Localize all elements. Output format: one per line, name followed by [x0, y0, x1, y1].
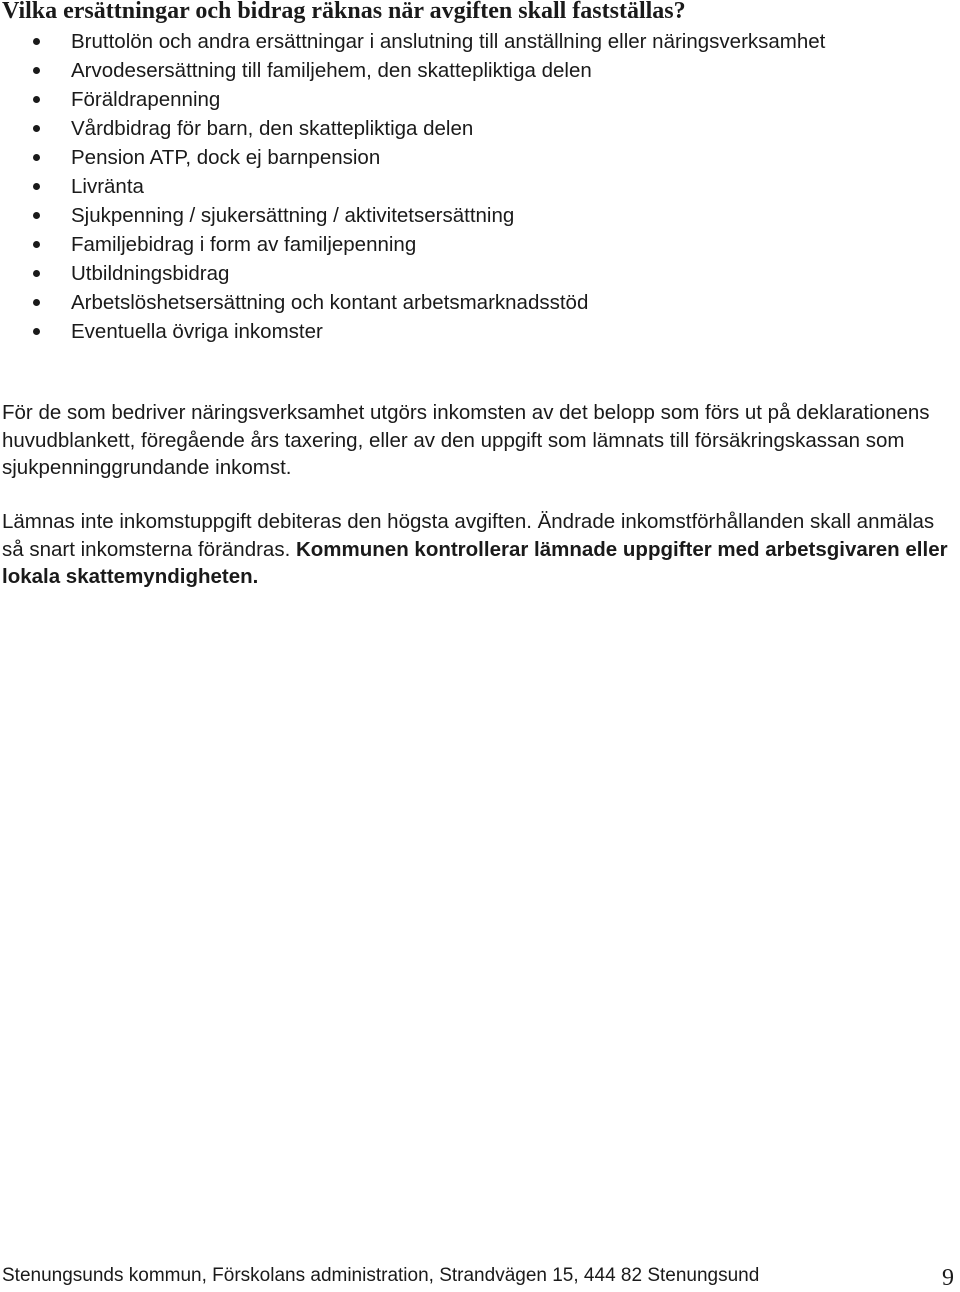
- list-item: [0, 317, 825, 346]
- income-reporting-paragraph: [2, 508, 958, 591]
- list-item-text: Vårdbidrag för barn, den skattepliktiga delen: [71, 117, 474, 140]
- list-item: [0, 143, 825, 172]
- bullet-icon: [33, 38, 40, 45]
- list-item: [0, 259, 825, 288]
- bullet-icon: [33, 299, 40, 306]
- list-item-text: Föräldrapenning: [71, 88, 221, 111]
- bullet-icon: [33, 241, 40, 248]
- bullet-icon: [33, 96, 40, 103]
- list-item: [0, 27, 825, 56]
- list-item: [0, 56, 825, 85]
- list-item: [0, 85, 825, 114]
- income-reporting-text: Lämnas inte inkomstuppgift debiteras den högsta avgiften. Ändrade inkomstförhållanden skall anmälas så snart inkomsterna förändras.: [2, 510, 935, 561]
- bullet-icon: [33, 270, 40, 277]
- verification-notice: Kommunen kontrollerar lämnade uppgifter med arbetsgivaren eller lokala skattemyndigheten.: [2, 537, 948, 588]
- bullet-icon: [33, 183, 40, 190]
- income-types-list: [0, 27, 825, 346]
- bullet-icon: [33, 154, 40, 161]
- bullet-icon: [33, 125, 40, 132]
- list-item-text: Arvodesersättning till familjehem, den skattepliktiga delen: [71, 59, 592, 82]
- list-item: [0, 201, 825, 230]
- list-item-text: Arbetslöshetsersättning och kontant arbetsmarknadsstöd: [71, 291, 589, 314]
- list-item-text: Utbildningsbidrag: [71, 262, 230, 285]
- list-item-text: Livränta: [71, 175, 144, 198]
- list-item: [0, 288, 825, 317]
- bullet-icon: [33, 67, 40, 74]
- list-item: [0, 230, 825, 259]
- list-item-text: Familjebidrag i form av familjepenning: [71, 233, 417, 256]
- page-heading: Vilka ersättningar och bidrag räknas när avgiften skall fastställas?: [2, 0, 686, 24]
- list-item: [0, 172, 825, 201]
- business-income-paragraph: För de som bedriver näringsverksamhet utgörs inkomsten av det belopp som förs ut på deklarationens huvudblankett, föregående års taxering, eller av den uppgift som lämnats till försäkringskassan som sjukpenninggrundande inkomst.: [2, 401, 930, 479]
- list-item-text: Eventuella övriga inkomster: [71, 320, 323, 343]
- list-item-text: Sjukpenning / sjukersättning / aktivitetsersättning: [71, 204, 515, 227]
- bullet-icon: [33, 212, 40, 219]
- footer-address: Stenungsunds kommun, Förskolans administration, Strandvägen 15, 444 82 Stenungsund: [2, 1265, 760, 1286]
- bullet-icon: [33, 328, 40, 335]
- list-item: [0, 114, 825, 143]
- list-item-text: Pension ATP, dock ej barnpension: [71, 146, 381, 169]
- page-number: 9: [942, 1265, 954, 1291]
- list-item-text: Bruttolön och andra ersättningar i anslutning till anställning eller näringsverksamhet: [71, 30, 826, 53]
